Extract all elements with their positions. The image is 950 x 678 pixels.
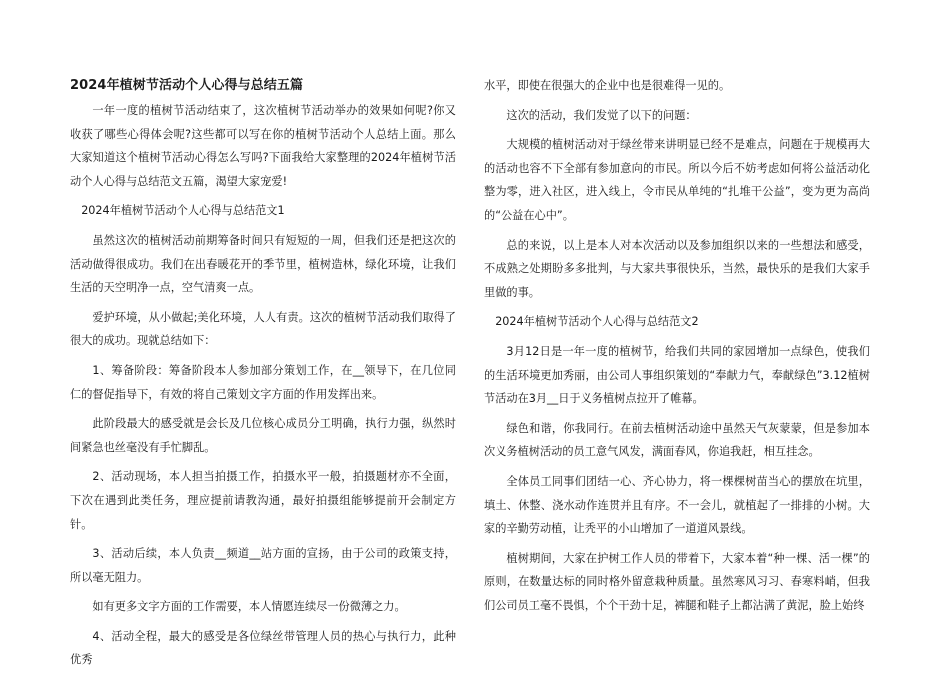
right-column — [484, 74, 870, 623]
paragraph: 如有更多文字方面的工作需要，本人情愿连续尽一份微薄之力。 — [92, 600, 406, 614]
document-title: 2024年植树节活动个人心得与总结五篇 — [70, 78, 304, 93]
continued-paragraph: 水平，即使在很强大的企业中也是很难得一见的。 — [484, 79, 731, 92]
left-column — [70, 74, 456, 678]
paragraph: 2、活动现场，本人担当拍摄工作，拍摄水平一般，拍摄题材亦不全面，下次在遇到此类任务，理应提前请教沟通，最好拍摄组能够提前开会制定方针。 — [70, 470, 456, 531]
paragraph: 此阶段最大的感受就是会长及几位核心成员分工明确，执行力强，纵然时间紧急也丝毫没有手忙脚乱。 — [70, 417, 456, 454]
paragraph: 1、筹备阶段：筹备阶段本人参加部分策划工作，在__领导下，在几位同仁的督促指导下，有效的将自己策划文字方面的作用发挥出来。 — [70, 363, 456, 401]
paragraph: 全体员工同事们团结一心、齐心协力，将一棵棵树苗当心的摆放在坑里，填土、休整、浇水动作连贯并且有序。不一会儿，就植起了一排排的小树。大家的辛勤劳动植，让秃平的小山增加了一道道风景线。 — [484, 474, 870, 536]
section-heading-1: 2024年植树节活动个人心得与总结范文1 — [81, 204, 285, 218]
paragraph: 3、活动后续，本人负责__频道__站方面的宣扬，由于公司的政策支持，所以毫无阻力。 — [70, 547, 456, 584]
paragraph: 3月12日是一年一度的植树节，给我们共同的家园增加一点绿色，使我们的生活环境更加秀丽，由公司人事组织策划的“奉献力气，奉献绿色”3.12植树节活动在3月__日于义务植树点拉开了帷幕。 — [484, 344, 870, 406]
paragraph: 绿色和谐，你我同行。在前去植树活动途中虽然天气灰蒙蒙，但是参加本次义务植树活动的员工意气风发，满面春风，你追我赶，相互挂念。 — [484, 421, 870, 459]
paragraph: 植树期间，大家在护树工作人员的带着下，大家本着“种一棵、活一棵”的原则，在数量达标的同时格外留意栽种质量。虽然寒风习习、春寒料峭，但我们公司员工毫不畏惧，个个干劲十足，裤腿和鞋子上都沾满了黄泥，脸上始终 — [484, 551, 870, 612]
paragraph: 虽然这次的植树活动前期筹备时间只有短短的一周，但我们还是把这次的活动做得很成功。我们在出春暖花开的季节里，植树造林，绿化环境，让我们生活的天空明净一点，空气清爽一点。 — [70, 233, 456, 295]
paragraph: 4、活动全程，最大的感受是各位绿丝带管理人员的热心与执行力，此种优秀 — [70, 629, 456, 667]
paragraph: 总的来说，以上是本人对本次活动以及参加组织以来的一些想法和感受，不成熟之处期盼多多批判，与大家共事很快乐，当然，最快乐的是我们大家手里做的事。 — [484, 238, 870, 299]
paragraph: 大规模的植树活动对于绿丝带来讲明显已经不是难点，问题在于规模再大的活动也容不下全部有参加意向的市民。所以今后不妨考虑如何将公益活动化整为零，进入社区，进入线上，令市民从单纯的“扎堆干公益”，变为更为高尚的“公益在心中”。 — [484, 138, 870, 222]
intro-paragraph: 一年一度的植树节活动结束了，这次植树节活动举办的效果如何呢?你又收获了哪些心得体会呢?这些都可以写在你的植树节活动个人总结上面。那么大家知道这个植树节活动心得怎么写吗?下面我给大家整理的2024年植树节活动个人心得与总结范文五篇，渴望大家宠爱! — [70, 104, 456, 188]
section-heading-2: 2024年植树节活动个人心得与总结范文2 — [495, 315, 699, 329]
paragraph: 这次的活动，我们发觉了以下的问题： — [506, 108, 697, 122]
paragraph: 爱护环境，从小做起;美化环境，人人有责。这次的植树节活动我们取得了很大的成功。现就总结如下： — [70, 310, 456, 348]
